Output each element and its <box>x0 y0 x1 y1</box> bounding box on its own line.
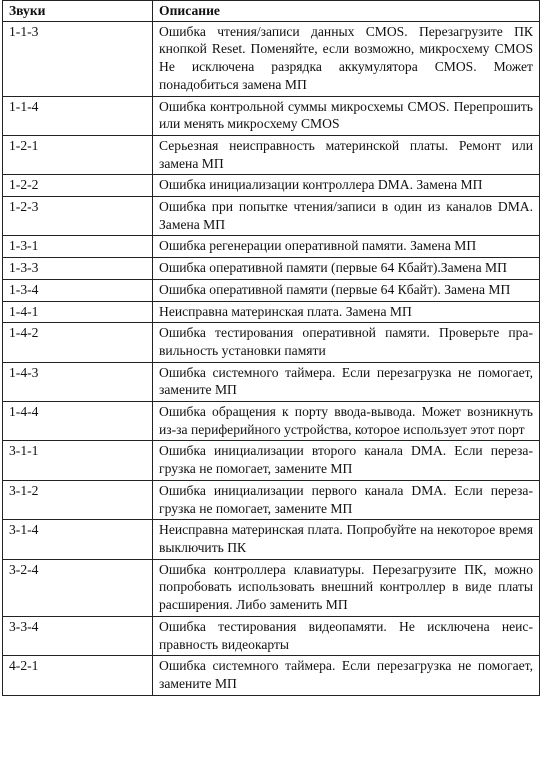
table-row <box>3 279 540 301</box>
table-row <box>3 197 540 236</box>
description-cell: Ошибка оперативной памяти (первые 64 Кбайт). Замена МП <box>153 279 540 301</box>
code-cell: 1-4-2 <box>3 323 153 362</box>
description-cell: Неисправна материнская плата. Попробуйте на некоторое время выключить ПК <box>153 520 540 559</box>
code-cell: 1-3-3 <box>3 258 153 280</box>
code-cell: 3-3-4 <box>3 616 153 655</box>
description-cell: Ошибка чтения/записи данных CMOS. Перезагрузите ПК кнопкой Reset. Поменяйте, если возможно, микросхему CMOS Не исключена разрядка аккумулятора CMOS. Может понадобиться замена МП <box>153 21 540 96</box>
header-row <box>3 1 540 22</box>
code-cell: 1-2-3 <box>3 197 153 236</box>
description-cell: Неисправна материнская плата. Замена МП <box>153 301 540 323</box>
description-cell: Ошибка обращения к порту ввода-вывода. Может возникнуть из-за периферийного устройства, которое использует этот порт <box>153 402 540 441</box>
code-cell: 1-4-3 <box>3 362 153 401</box>
header-sounds: Звуки <box>3 1 153 22</box>
header-description: Описание <box>153 1 540 22</box>
description-cell: Ошибка при попытке чтения/записи в один из каналов DMA. Замена МП <box>153 197 540 236</box>
code-cell: 1-4-4 <box>3 402 153 441</box>
table-row <box>3 21 540 96</box>
table-body <box>3 21 540 695</box>
table-row <box>3 175 540 197</box>
code-cell: 1-2-2 <box>3 175 153 197</box>
table-row <box>3 616 540 655</box>
description-cell: Ошибка инициализации первого канала DMA. Если перезагрузка не помогает, замените МП <box>153 480 540 519</box>
table-row <box>3 301 540 323</box>
code-cell: 1-4-1 <box>3 301 153 323</box>
description-cell: Ошибка контроллера клавиатуры. Перезагрузите ПК, можно попробовать использовать внешний контроллер в виде платы расширения. Либо заменить МП <box>153 559 540 616</box>
description-cell: Ошибка инициализации контроллера DMA. Замена МП <box>153 175 540 197</box>
description-cell: Ошибка оперативной памяти (первые 64 Кбайт).Замена МП <box>153 258 540 280</box>
table-row <box>3 559 540 616</box>
table-row <box>3 236 540 258</box>
description-cell: Ошибка контрольной суммы микросхемы CMOS. Перепрошить или менять микросхему CMOS <box>153 96 540 135</box>
description-cell: Ошибка регенерации оперативной памяти. Замена МП <box>153 236 540 258</box>
code-cell: 3-1-4 <box>3 520 153 559</box>
table-header <box>3 1 540 22</box>
description-cell: Ошибка системного таймера. Если перезагрузка не помогает, замените МП <box>153 362 540 401</box>
description-cell: Ошибка инициализации второго канала DMA. Если перезагрузка не помогает, замените МП <box>153 441 540 480</box>
table-row <box>3 480 540 519</box>
table-row <box>3 258 540 280</box>
table-row <box>3 441 540 480</box>
table-row <box>3 402 540 441</box>
beep-codes-table <box>2 0 540 696</box>
code-cell: 1-3-4 <box>3 279 153 301</box>
table-row <box>3 362 540 401</box>
code-cell: 1-1-3 <box>3 21 153 96</box>
table-row <box>3 656 540 695</box>
table-row <box>3 135 540 174</box>
description-cell: Ошибка тестирования видеопамяти. Не исключена неисправность видеокарты <box>153 616 540 655</box>
description-cell: Ошибка тестирования оперативной памяти. Проверьте правильность установки памяти <box>153 323 540 362</box>
description-cell: Ошибка системного таймера. Если перезагрузка не помогает, замените МП <box>153 656 540 695</box>
description-cell: Серьезная неисправность материнской платы. Ремонт или замена МП <box>153 135 540 174</box>
code-cell: 1-3-1 <box>3 236 153 258</box>
code-cell: 3-1-1 <box>3 441 153 480</box>
code-cell: 4-2-1 <box>3 656 153 695</box>
table-row <box>3 323 540 362</box>
code-cell: 3-1-2 <box>3 480 153 519</box>
table-row <box>3 96 540 135</box>
code-cell: 3-2-4 <box>3 559 153 616</box>
code-cell: 1-2-1 <box>3 135 153 174</box>
table-row <box>3 520 540 559</box>
code-cell: 1-1-4 <box>3 96 153 135</box>
